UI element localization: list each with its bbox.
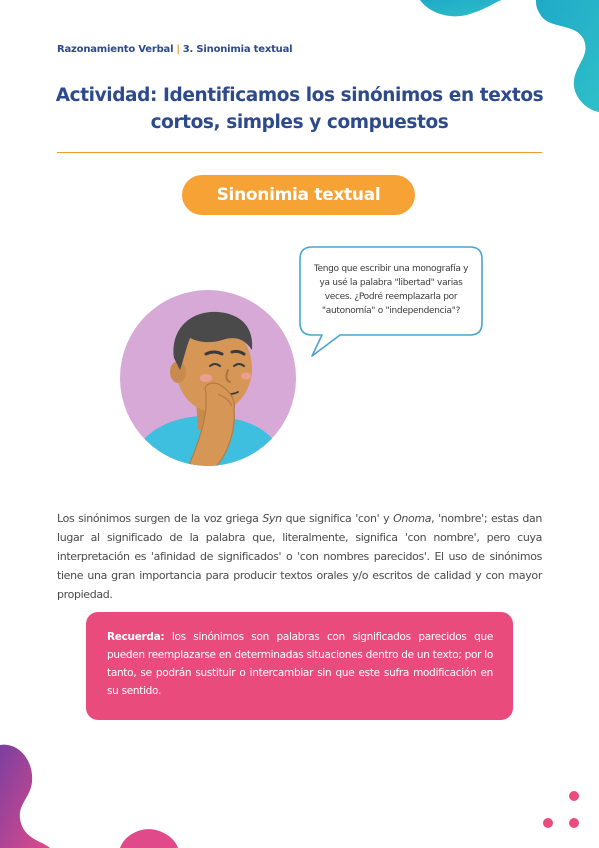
paragraph-text-2: que significa 'con' y (281, 512, 394, 525)
thinking-man-avatar (118, 288, 298, 468)
paragraph-term-onoma: Onoma (393, 512, 432, 525)
paragraph-text-3: , 'nombre'; estas dan lugar al significado de la palabra que, literalmente, significa 'con nombre', pero cuya interpretación es 'afinidad de significados' o 'con nombres parecidos'. El uso de sinónimos tiene una gran importancia para producir textos orales y/o escritos de calidad y con mayor propiedad. (57, 512, 542, 601)
paragraph-text-1: Los sinónimos surgen de la voz griega (57, 512, 263, 525)
section-pill: Sinonimia textual (182, 175, 415, 215)
paragraph-term-syn: Syn (262, 512, 282, 525)
reminder-label: Recuerda: (107, 631, 165, 643)
speech-bubble-text: Tengo que escribir una monografía y ya usé la palabra "libertad" varias veces. ¿Podré reemplazarla por "autonomía" o "independencia"? (313, 264, 469, 316)
reminder-body: los sinónimos son palabras con significados parecidos que pueden reemplazarse en determinadas situaciones dentro de un texto; por lo tanto, se podrán sustituir o intercambiar sin que este sufra modificación en su sentido. (107, 631, 493, 697)
page-title-line-1: Actividad: Identificamos los sinónimos en textos (55, 85, 544, 106)
breadcrumb-section: Razonamiento Verbal (57, 44, 174, 55)
page-title-line-2: cortos, simples y compuestos (150, 112, 449, 133)
breadcrumb-separator: | (176, 44, 180, 55)
intro-paragraph (57, 509, 542, 604)
breadcrumb-topic: 3. Sinonimia textual (182, 44, 293, 55)
reminder-text (107, 628, 493, 700)
